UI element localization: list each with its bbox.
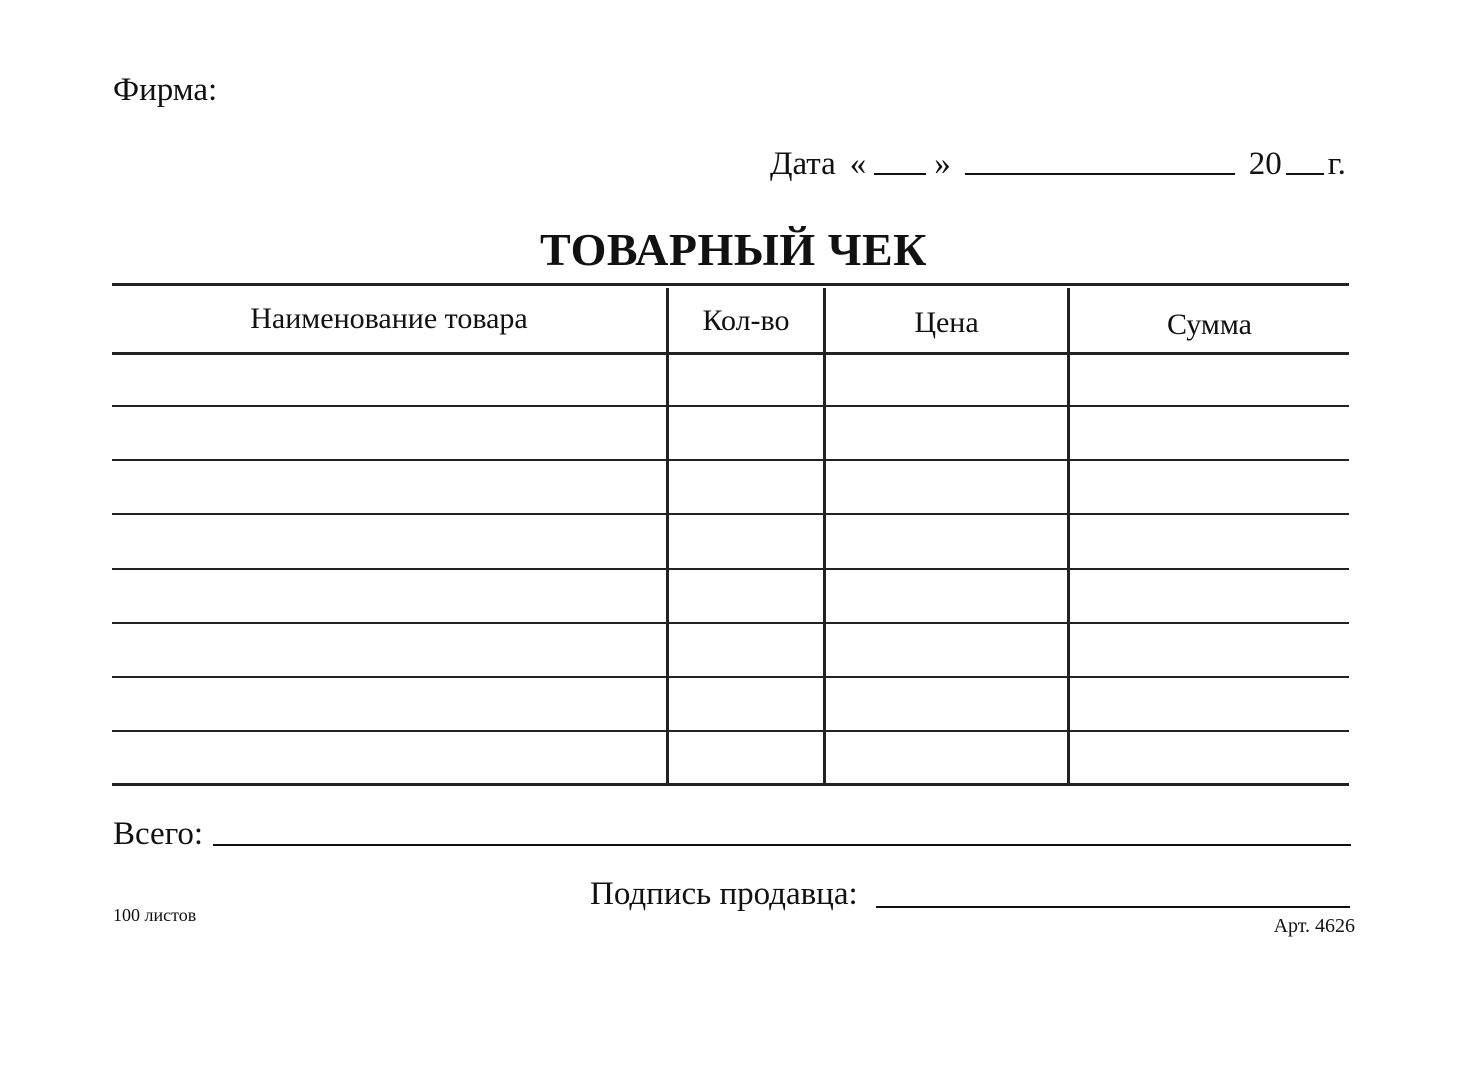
row-divider	[112, 730, 1349, 732]
date-month-blank[interactable]	[965, 172, 1235, 175]
sheets-note: 100 листов	[113, 905, 197, 925]
header-sum: Сумма	[1167, 308, 1252, 341]
article-number: Арт. 4626	[1273, 915, 1355, 937]
row-divider	[112, 405, 1349, 407]
date-row	[770, 138, 1346, 184]
total-row	[113, 812, 1351, 854]
column-divider	[1067, 288, 1070, 786]
row-divider	[112, 622, 1349, 624]
table-top-border	[112, 283, 1349, 286]
goods-table	[112, 283, 1349, 786]
header-price: Цена	[914, 306, 979, 339]
signature-row	[590, 872, 1350, 914]
row-divider	[112, 459, 1349, 461]
row-divider	[112, 513, 1349, 515]
document-title: ТОВАРНЫЙ ЧЕК	[540, 224, 927, 275]
header-qty: Кол-во	[702, 304, 790, 337]
date-day-blank[interactable]	[874, 172, 926, 175]
column-divider	[823, 288, 826, 786]
signature-label: Подпись продавца:	[590, 876, 858, 912]
date-year-prefix: 20	[1248, 146, 1282, 182]
date-close-quote: »	[934, 146, 951, 182]
header-name: Наименование товара	[250, 302, 528, 335]
date-label: Дата	[770, 146, 836, 182]
signature-blank[interactable]	[876, 905, 1350, 908]
table-bottom-border	[112, 783, 1349, 786]
firm-label: Фирма:	[113, 72, 218, 108]
date-open-quote: «	[849, 146, 867, 182]
total-blank[interactable]	[213, 843, 1351, 846]
total-label: Всего:	[113, 816, 204, 852]
date-year-suffix: г.	[1327, 146, 1346, 182]
row-divider	[112, 676, 1349, 678]
column-divider	[666, 288, 669, 786]
row-divider	[112, 568, 1349, 570]
date-year-blank[interactable]	[1286, 172, 1324, 175]
